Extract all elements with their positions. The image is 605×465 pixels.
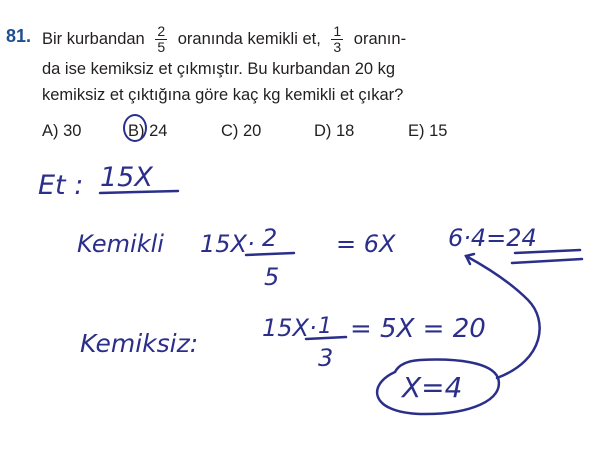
choice-e[interactable]: E) 15 — [408, 122, 448, 140]
choice-c[interactable]: C) 20 — [221, 122, 262, 140]
kemiksiz-label: Kemiksiz: — [80, 329, 199, 358]
question-text-1a: Bir kurbandan — [42, 29, 145, 48]
et-label: Et : — [38, 170, 84, 201]
fraction-numerator: 1 — [333, 23, 342, 39]
choice-b[interactable]: B) 24 — [128, 122, 168, 140]
kemikli-denominator: 5 — [264, 263, 280, 291]
fraction-numerator: 2 — [157, 23, 166, 39]
kemiksiz-expression: 15X· — [262, 314, 317, 342]
question-line-3: kemiksiz et çıktığına göre kaç kg kemikli et çıkar? — [42, 86, 404, 104]
choice-a[interactable]: A) 30 — [42, 122, 82, 140]
fraction-denominator: 5 — [157, 39, 166, 55]
question-number: 81. — [6, 26, 32, 46]
kemiksiz-denominator: 3 — [318, 344, 334, 372]
kemikli-expression: 15X· — [200, 230, 255, 258]
question-text-1c: oranın- — [353, 29, 407, 48]
kemikli-numerator: 2 — [262, 224, 278, 252]
solution-value: X=4 — [402, 371, 463, 404]
choice-d[interactable]: D) 18 — [314, 122, 355, 140]
kemikli-label: Kemikli — [77, 230, 164, 258]
kemikli-calculation: 6·4=24 — [448, 224, 537, 252]
fraction-denominator: 3 — [333, 39, 342, 55]
kemiksiz-result: = 5X = 20 — [350, 314, 486, 344]
kemikli-result: = 6X — [336, 230, 396, 258]
question-text-1b: oranında kemikli et, — [177, 29, 321, 48]
calc-underline-2 — [512, 259, 582, 263]
question-line-2: da ise kemiksiz et çıkmıştır. Bu kurbandan 20 kg — [42, 60, 396, 78]
et-value: 15X — [100, 162, 153, 193]
kemiksiz-numerator: 1 — [318, 314, 332, 339]
